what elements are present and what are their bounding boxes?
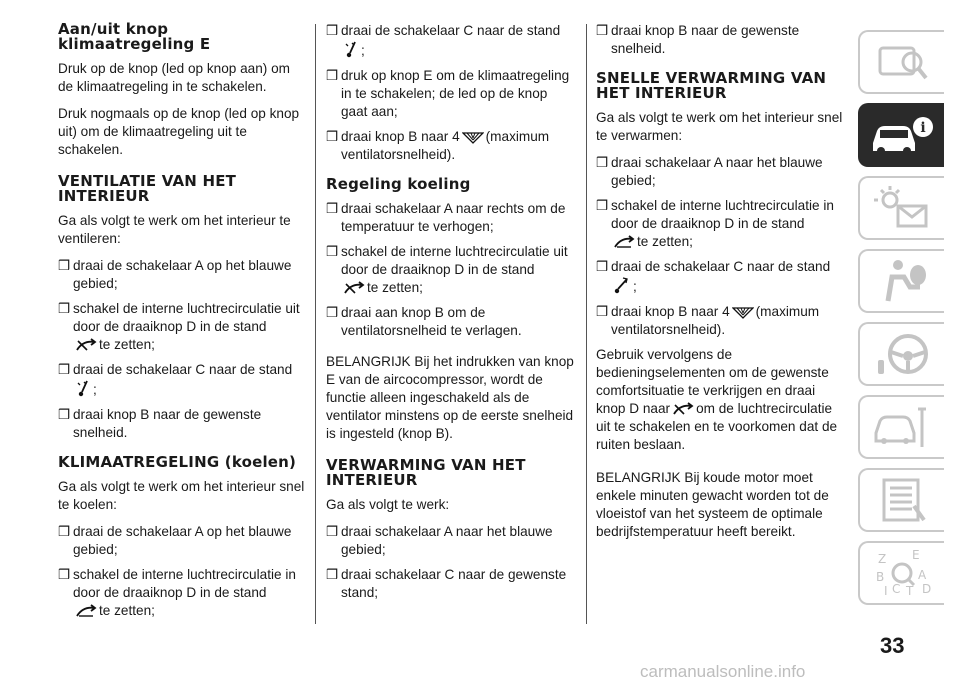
list-item: ❒ draai schakelaar A naar rechts om de temperatuur te verhogen; [326,201,566,234]
tab-dashboard[interactable] [858,30,944,94]
paragraph: Druk op de knop (led op knop aan) om de klimaatregeling in te schakelen. [58,61,290,94]
air-to-windscreen-icon [613,276,631,294]
paragraph: Druk nogmaals op de knop (led op knop uit) om de klimaatregeling uit te schakelen. [58,106,300,157]
checkbox-bullet-icon: ❒ [58,407,71,422]
paragraph: Ga als volgt te werk om het interieur snel te koelen: [58,479,305,512]
list-item: ❒ druk op knop E om de klimaatregeling in te schakelen; de led op de knop gaat aan; [326,68,570,119]
list-item: ❒ draai knop B naar 4 (maximum ventilatorsnelheid). [596,304,820,337]
heading-klimaatregeling-koelen: KLIMAATREGELING (koelen) [58,453,297,471]
checkbox-bullet-icon: ❒ [596,259,609,274]
checkbox-bullet-icon: ❒ [596,304,609,319]
list-item: ❒ draai de schakelaar A op het blauwe gebied; [58,258,292,291]
alphabet-index-icon [872,547,932,599]
svg-text:B: B [876,570,885,584]
list-item: ❒ schakel de interne luchtrecirculatie uit door de draaiknop D in de stand te zetten; [326,244,568,295]
column-1 [58,22,306,627]
column-divider [315,24,316,624]
checkbox-bullet-icon: ❒ [596,155,609,170]
checkbox-bullet-icon: ❒ [326,23,339,38]
checkbox-bullet-icon: ❒ [326,129,339,144]
column-divider [586,24,587,624]
recirculation-on-icon [75,604,97,618]
checkbox-bullet-icon: ❒ [58,524,71,539]
checkbox-bullet-icon: ❒ [58,258,71,273]
air-to-face-icon [343,40,359,58]
heading-snelle-verwarming: SNELLE VERWARMING VAN HET INTERIEUR [596,69,827,102]
list-item: ❒ draai knop B naar 4 (maximum ventilatorsnelheid). [326,129,550,162]
car-info-icon [867,113,937,157]
svg-text:A: A [918,568,927,582]
checkbox-bullet-icon: ❒ [326,68,339,83]
checkbox-bullet-icon: ❒ [326,567,339,582]
tab-car-info[interactable] [858,103,944,167]
recirculation-off-icon [672,402,694,416]
svg-text:D: D [922,582,932,596]
recirculation-on-icon [613,235,635,249]
heading-verwarming: VERWARMING VAN HET INTERIEUR [326,456,526,489]
paragraph: Gebruik vervolgens de bedieningselementen om de gewenste comfortsituatie te verkrijgen en draai knop D naar om de luchtrecirculatie uit te schakelen en te voorkomen dat de ruiten beslaan. [596,347,838,452]
column-3 [596,22,844,550]
dashboard-search-icon [874,40,930,84]
svg-text:E: E [912,548,920,562]
list-item: ❒ schakel de interne luchtrecirculatie in door de draaiknop D in de stand te zetten; [58,567,296,618]
svg-text:i: i [920,120,926,136]
heading-klimaat-knop: Aan/uit knop klimaatregeling E [58,20,211,53]
list-item: ❒ draai de schakelaar C naar de stand ; [596,259,831,294]
checkbox-bullet-icon: ❒ [326,305,339,320]
svg-text:T: T [906,584,914,598]
checkbox-bullet-icon: ❒ [58,567,71,582]
car-tools-icon [872,403,932,451]
paragraph: Ga als volgt te werk om het interieur snel te verwarmen: [596,110,843,143]
paragraph: Ga als volgt te werk: [326,497,450,512]
tab-driving[interactable] [858,322,944,386]
tab-emergency[interactable] [858,395,944,459]
list-item: ❒ draai schakelaar A naar het blauwe gebied; [326,524,553,557]
list-item: ❒ draai de schakelaar C naar de stand ; [326,23,561,58]
column-2 [326,22,574,609]
list-item: ❒ schakel de interne luchtrecirculatie in door de draaiknop D in de stand te zetten; [596,198,834,249]
tab-maintenance[interactable] [858,468,944,532]
checkbox-bullet-icon: ❒ [58,362,71,377]
paragraph: Ga als volgt te werk om het interieur te ventileren: [58,213,291,246]
list-item: ❒ draai aan knop B om de ventilatorsnelheid te verlagen. [326,305,522,338]
important-note: BELANGRIJK Bij het indrukken van knop E van de aircocompressor, wordt de functie alleen ingeschakeld als de ventilator minstens op de eerste snelheid is ingesteld (knop B). [326,354,574,441]
maintenance-list-icon [874,476,930,524]
checkbox-bullet-icon: ❒ [326,524,339,539]
checkbox-bullet-icon: ❒ [326,244,339,259]
air-to-face-icon [75,379,91,397]
page-number: 33 [880,633,905,658]
list-item: ❒ schakel de interne luchtrecirculatie uit door de draaiknop D in de stand te zetten; [58,301,300,352]
svg-text:Z: Z [878,552,887,566]
heading-regeling-koeling: Regeling koeling [326,175,471,193]
list-item: ❒ draai schakelaar C naar de gewenste stand; [326,567,567,600]
list-item: ❒ draai de schakelaar C naar de stand ; [58,362,293,397]
recirculation-off-icon [75,338,97,352]
svg-text:I: I [884,584,888,598]
fan-max-icon [462,132,484,144]
svg-text:C: C [892,582,901,596]
chapter-tabs [858,30,944,614]
steering-wheel-icon [874,330,930,378]
list-item: ❒ draai de schakelaar A op het blauwe gebied; [58,524,292,557]
heading-ventilatie: VENTILATIE VAN HET INTERIEUR [58,172,237,205]
recirculation-off-icon [343,281,365,295]
checkbox-bullet-icon: ❒ [326,201,339,216]
fan-max-icon [732,307,754,319]
tab-warning-lights[interactable] [858,176,944,240]
checkbox-bullet-icon: ❒ [596,198,609,213]
tab-index[interactable] [858,541,944,605]
important-note: BELANGRIJK Bij koude motor moet enkele minuten gewacht worden tot de vloeistof van het systeem de optimale bedrijfstemperatuur heeft bereikt. [596,470,829,539]
airbag-icon [874,257,930,305]
checkbox-bullet-icon: ❒ [596,23,609,38]
checkbox-bullet-icon: ❒ [58,301,71,316]
warning-lights-icon [872,184,932,232]
list-item: ❒ draai knop B naar de gewenste snelheid. [596,23,800,56]
list-item: ❒ draai knop B naar de gewenste snelheid. [58,407,262,440]
list-item: ❒ draai schakelaar A naar het blauwe gebied; [596,155,823,188]
watermark: carmanualsonline.info [640,662,806,681]
tab-safety[interactable] [858,249,944,313]
